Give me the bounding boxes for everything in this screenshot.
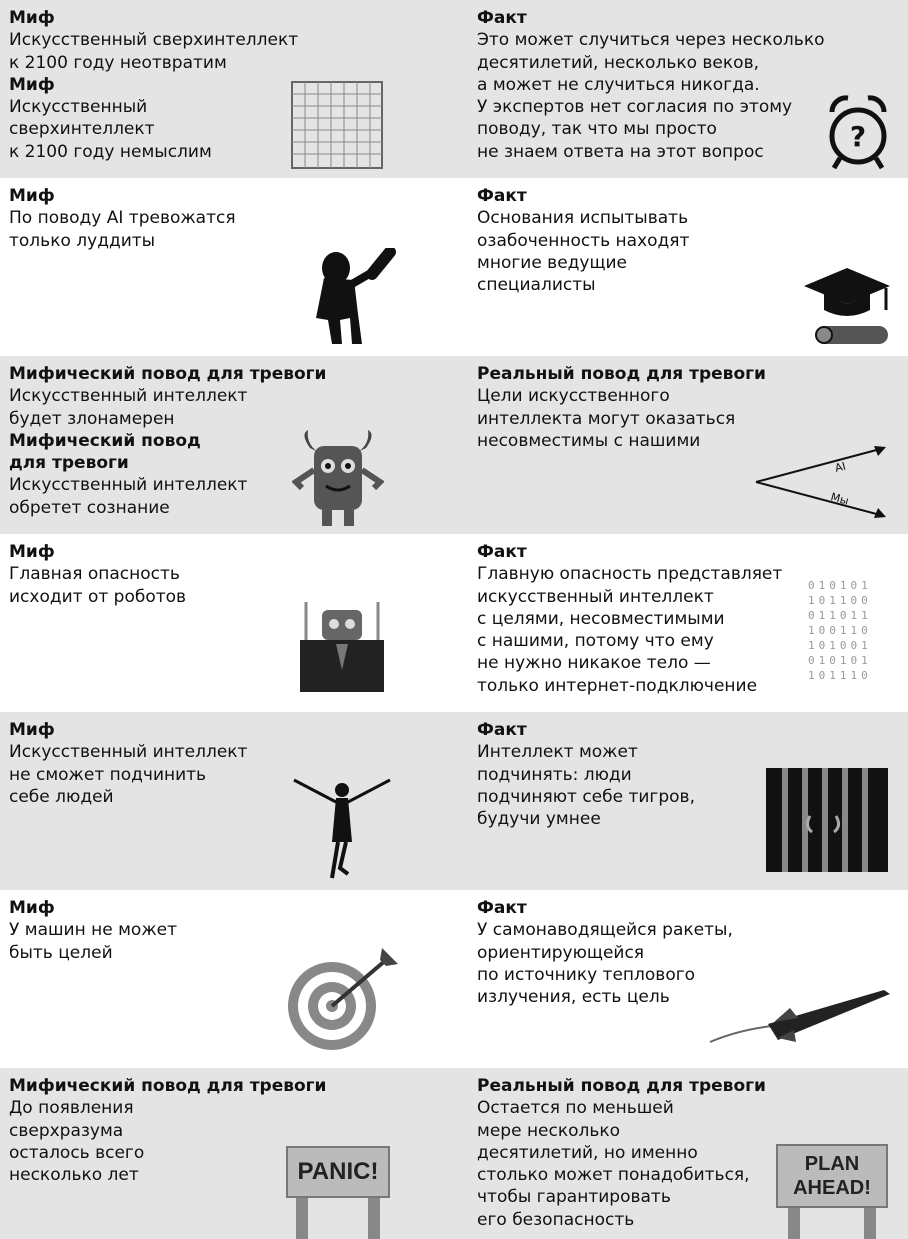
fact-text: десятилетий, несколько веков,	[477, 52, 759, 73]
myth-column	[9, 719, 329, 808]
fact-label: Факт	[477, 720, 527, 740]
panic-sign-text: PANIC!	[297, 1158, 379, 1185]
fact-text: У экспертов нет согласия по этому	[477, 97, 793, 118]
fact-block	[477, 719, 807, 830]
myth-text: Искусственный интеллект	[9, 475, 248, 496]
myth-label: Мифический повод для тревоги	[9, 430, 201, 474]
fact-text: с целями, несовместимыми	[477, 608, 725, 629]
fact-column	[477, 1075, 807, 1231]
fact-text: мере несколько	[477, 1120, 621, 1141]
fact-text: несовместимы с нашими	[477, 430, 701, 451]
fact-text: искусственный интеллект	[477, 586, 714, 607]
fact-text: излучения, есть цель	[477, 987, 670, 1008]
myth-text: быть целей	[9, 942, 113, 963]
fact-text: подчинять: люди	[477, 764, 632, 785]
myth-label: Миф	[9, 898, 55, 918]
binary-column: 1 0 1 0 1 1 0	[861, 579, 868, 682]
calendar-icon	[290, 80, 385, 172]
binary-column: 0 0 1 1 0 0 1	[850, 579, 858, 682]
myth-block	[9, 185, 329, 252]
myth-text: обретет сознание	[9, 497, 170, 518]
binary-code-icon	[808, 578, 894, 690]
fact-label: Реальный повод для тревоги	[477, 1076, 766, 1096]
fact-text: столько может понадобиться,	[477, 1165, 750, 1186]
devil-robot-icon	[292, 430, 384, 530]
myth-block	[9, 7, 329, 74]
myth-text: несколько лет	[9, 1165, 139, 1186]
fact-block	[477, 7, 825, 163]
arrow-label-ai: AI	[833, 459, 848, 475]
fact-text: интеллекта могут оказаться	[477, 408, 736, 429]
fact-text: Остается по меньшей	[477, 1098, 674, 1119]
myth-text: исходит от роботов	[9, 586, 187, 607]
myth-text: сверхразума	[9, 1120, 124, 1141]
arrow-label-we: Мы	[829, 490, 851, 508]
myth-block	[9, 363, 329, 430]
myth-label: Мифический повод для тревоги	[9, 1076, 327, 1096]
fact-text: с нашими, потому что ему	[477, 631, 714, 652]
binary-column: 1 1 0 1 0 1 1	[839, 579, 847, 682]
myth-label: Миф	[9, 8, 55, 28]
binary-column: 0 1 1 0 1 0 1	[829, 579, 836, 682]
fact-label: Факт	[477, 186, 527, 206]
myth-text: не сможет подчинить	[9, 764, 207, 785]
myth-text: Искусственный интеллект	[9, 742, 248, 763]
myth-text: Главная опасность	[9, 564, 180, 585]
luddite-with-club-icon	[298, 248, 398, 352]
myth-text: осталось всего	[9, 1142, 145, 1163]
myth-column	[9, 1075, 329, 1186]
myth-text: себе людей	[9, 786, 114, 807]
panic-sign	[286, 1146, 390, 1239]
fact-text: а может не случиться никогда.	[477, 74, 760, 95]
fact-text: чтобы гарантировать	[477, 1187, 671, 1208]
myth-text: к 2100 году неотвратим	[9, 52, 227, 73]
myth-block	[9, 74, 329, 163]
fact-text: только интернет-подключение	[477, 675, 758, 696]
myth-text: У машин не может	[9, 920, 178, 941]
myth-column	[9, 7, 329, 163]
fact-text: Интеллект может	[477, 742, 638, 763]
fact-label: Реальный повод для тревоги	[477, 364, 766, 384]
fact-text: десятилетий, но именно	[477, 1142, 698, 1163]
fact-text: озабоченность находят	[477, 230, 690, 251]
row-6	[0, 890, 908, 1068]
myth-text: Искусственный сверхинтеллект	[9, 30, 299, 51]
fact-text: Цели искусственного	[477, 386, 670, 407]
fact-text: Основания испытывать	[477, 208, 689, 229]
fact-block	[477, 185, 807, 296]
fact-text: поводу, так что мы просто	[477, 119, 717, 140]
fact-label: Факт	[477, 8, 527, 28]
row-2	[0, 178, 908, 356]
myth-text: По поводу AI тревожатся	[9, 208, 236, 229]
fact-text: по источнику теплового	[477, 964, 696, 985]
row-1	[0, 0, 908, 178]
fact-block	[477, 541, 807, 697]
fact-text: специалисты	[477, 275, 596, 296]
myth-text: сверхинтеллект	[9, 119, 155, 140]
myth-label: Миф	[9, 186, 55, 206]
myth-column	[9, 897, 329, 964]
graduation-cap-icon	[802, 264, 892, 354]
myth-label: Миф	[9, 542, 55, 562]
fact-block	[477, 363, 807, 452]
fact-text: не нужно никакое тело —	[477, 653, 711, 674]
plan-ahead-sign	[776, 1144, 888, 1239]
fact-text: многие ведущие	[477, 252, 627, 273]
myth-column	[9, 185, 329, 252]
binary-column: 1 0 1 0 0 1 0	[818, 579, 826, 682]
diverging-arrows-icon	[752, 442, 892, 522]
myth-label: Миф	[9, 74, 55, 95]
myth-block	[9, 897, 329, 964]
fact-column	[477, 719, 807, 830]
fact-column	[477, 7, 825, 163]
myth-block	[9, 1075, 329, 1186]
myth-text: будет злонамерен	[9, 408, 175, 429]
fact-text: ориентирующейся	[477, 942, 645, 963]
myth-block	[9, 541, 329, 608]
myth-column	[9, 363, 329, 519]
myth-text: Искусственный интеллект	[9, 386, 248, 407]
myth-text: До появления	[9, 1098, 134, 1119]
svg-text:?: ?	[849, 120, 867, 153]
fact-text: не знаем ответа на этот вопрос	[477, 141, 764, 162]
myth-block	[9, 430, 329, 519]
myth-block	[9, 719, 329, 808]
fact-text: подчиняют себе тигров,	[477, 786, 695, 807]
plan-ahead-text: PLAN	[804, 1153, 860, 1175]
dancing-person-icon	[292, 768, 392, 886]
fact-text: У самонаводящейся ракеты,	[477, 920, 733, 941]
fact-text: будучи умнее	[477, 809, 601, 830]
alarm-clock-icon	[826, 92, 890, 172]
missile-icon	[708, 986, 892, 1046]
myth-text: к 2100 году немыслим	[9, 141, 212, 162]
fact-text: его безопасность	[477, 1209, 635, 1230]
myth-label: Миф	[9, 720, 55, 740]
fact-block	[477, 1075, 807, 1231]
myth-text: только луддиты	[9, 230, 156, 251]
fact-text: Это может случиться через несколько	[477, 30, 825, 51]
fact-label: Факт	[477, 898, 527, 918]
fact-column	[477, 363, 807, 452]
myth-column	[9, 541, 329, 608]
myth-text: Искусственный	[9, 97, 148, 118]
row-3	[0, 356, 908, 534]
binary-column: 0 1 0 1 1 0 1	[808, 579, 815, 682]
fact-column	[477, 541, 807, 697]
fact-column	[477, 185, 807, 296]
myth-label: Мифический повод для тревоги	[9, 364, 327, 384]
fact-label: Факт	[477, 542, 527, 562]
row-7	[0, 1068, 908, 1239]
fact-text: Главную опасность представляет	[477, 564, 783, 585]
robot-icon	[296, 600, 388, 700]
plan-ahead-text: AHEAD!	[793, 1177, 871, 1199]
row-4	[0, 534, 908, 712]
target-with-dart-icon	[286, 944, 402, 1052]
caged-tiger-icon	[764, 766, 890, 874]
row-5	[0, 712, 908, 890]
